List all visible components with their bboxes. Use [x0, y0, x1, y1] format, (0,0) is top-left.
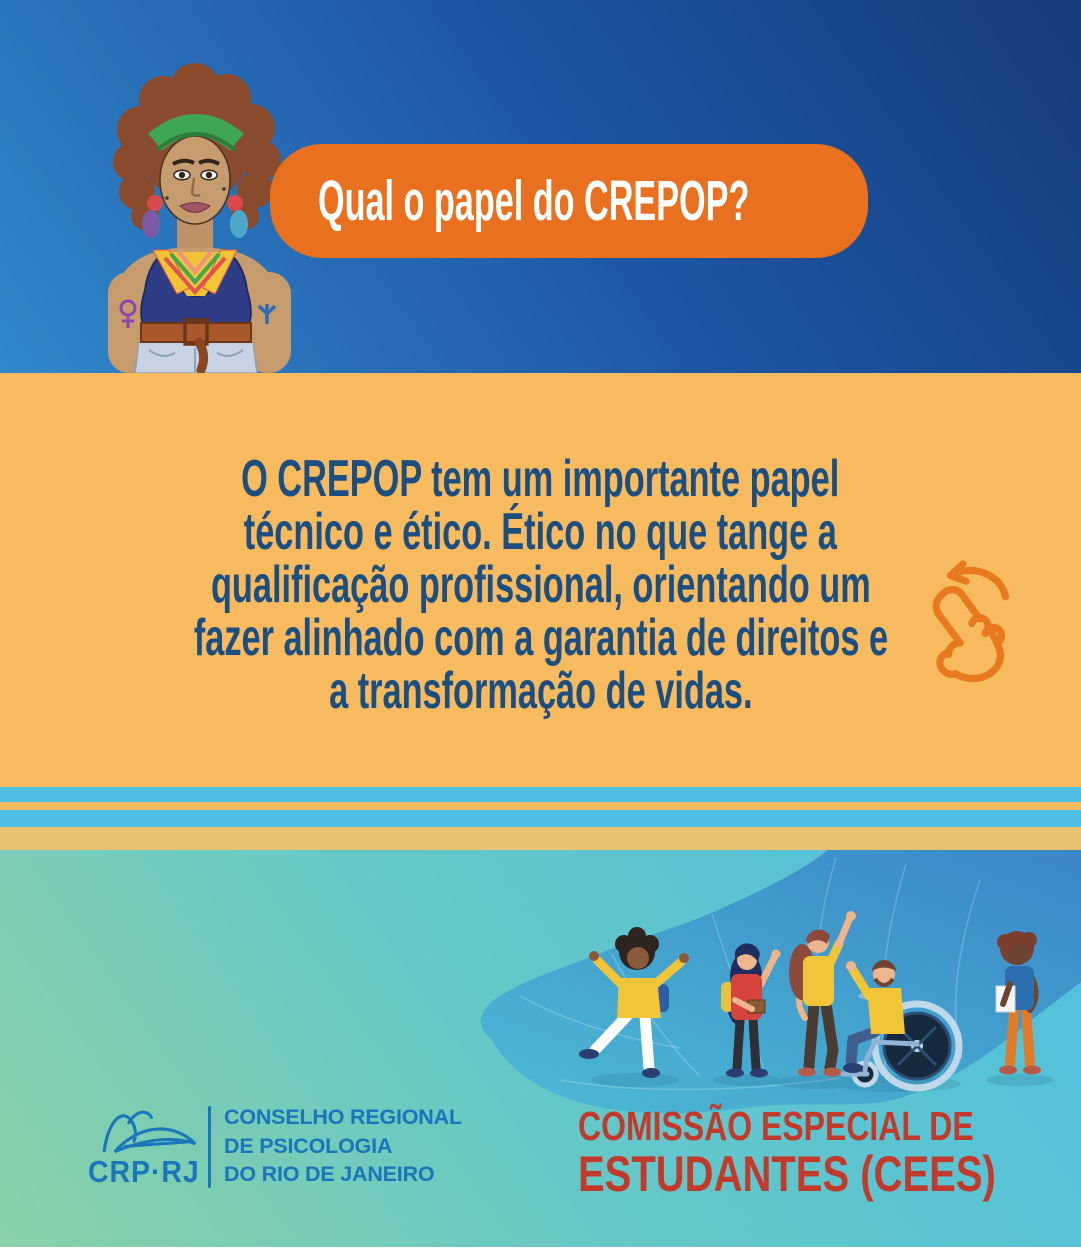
student-1-kid — [579, 927, 689, 1078]
right-earring — [227, 195, 243, 211]
logo-org-name — [224, 1103, 462, 1189]
logo-org-line: DO RIO DE JANEIRO — [224, 1162, 435, 1186]
beauty-mark — [165, 196, 169, 200]
divider-stripe-blue — [0, 787, 1081, 802]
crp-rj-sugarloaf-mountains-icon — [92, 1100, 204, 1156]
body-text-line: O CREPOP tem um importante papel — [241, 450, 840, 508]
footer-section — [0, 850, 1081, 1247]
body-text-line: técnico e ético. Ético no que tange a — [243, 503, 838, 561]
swipe-left-hand-icon[interactable] — [912, 545, 1018, 683]
belt-strap — [199, 342, 204, 370]
left-earring — [147, 195, 163, 211]
right-earring-pendant — [230, 210, 248, 238]
logo-org-line: DE PSICOLOGIA — [224, 1133, 393, 1158]
committee-title — [578, 1105, 1081, 1200]
logo-org-line: CONSELHO REGIONAL — [224, 1105, 462, 1129]
body-text-line: fazer alinhado com a garantia de direitos e — [193, 609, 888, 667]
question-banner-label: Qual o papel do CREPOP? — [318, 169, 750, 233]
divider-stripe-orange — [0, 802, 1081, 810]
right-iris — [206, 172, 212, 178]
committee-title-line2: ESTUDANTES (CEES) — [578, 1146, 996, 1202]
student-3-waving — [789, 911, 856, 1077]
left-iris — [179, 172, 185, 178]
finger-left-edge — [936, 595, 960, 643]
message-section — [0, 373, 1081, 787]
divider-stripe-blue — [0, 810, 1081, 827]
student-5-notebook — [996, 931, 1041, 1075]
student-2-book — [721, 943, 781, 1077]
beauty-mark — [222, 187, 226, 191]
student-4-wheelchair — [843, 960, 959, 1088]
body-text-line: qualificação profissional, orientando um — [210, 556, 871, 614]
bottom-white-strip — [0, 1247, 1081, 1253]
question-banner — [270, 144, 868, 258]
finger-right-edge — [942, 590, 980, 619]
crp-rj-logo — [88, 1098, 462, 1198]
students-group-illustration — [565, 900, 1055, 1100]
ground-shadows — [591, 1073, 1054, 1092]
logo-divider — [208, 1106, 211, 1188]
left-earring-pendant — [142, 210, 160, 238]
committee-title-line1: COMISSÃO ESPECIAL DE — [578, 1103, 974, 1149]
logo-acronym: CRP·RJ — [88, 1154, 200, 1189]
body-text-line: a transformação de vidas. — [328, 662, 753, 720]
hero-section — [0, 0, 1081, 373]
divider-stripe-tan — [0, 827, 1081, 850]
